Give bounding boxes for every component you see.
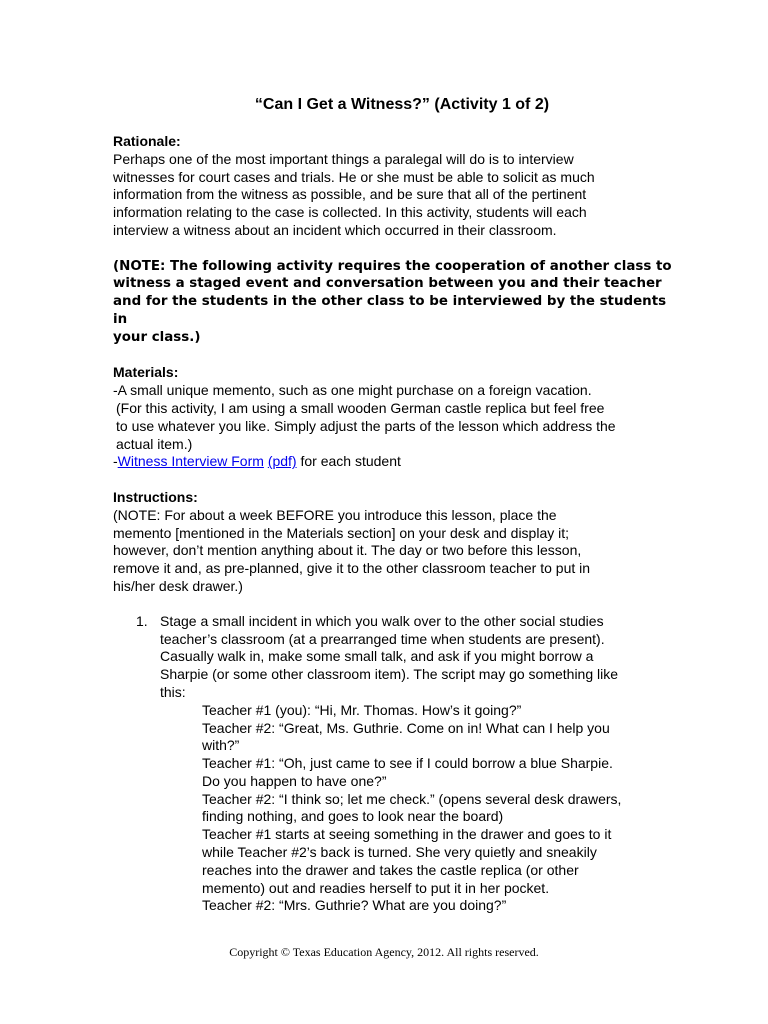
pdf-link[interactable]: (pdf) xyxy=(267,453,297,470)
step-line: Stage a small incident in which you walk over to the other social studies xyxy=(160,612,604,629)
dialogue-line: with?” xyxy=(202,737,240,754)
form-suffix: for each student xyxy=(296,453,401,470)
instructions-line: his/her desk drawer.) xyxy=(113,577,243,594)
dialogue-line: Do you happen to have one?” xyxy=(202,772,387,789)
cooperation-note xyxy=(113,258,673,347)
instructions-section xyxy=(113,489,673,596)
dialogue-line: finding nothing, and goes to look near the board) xyxy=(202,808,504,825)
step-line: this: xyxy=(160,683,186,700)
note-line: your class.) xyxy=(113,329,201,345)
materials-line: -A small unique memento, such as one might purchase on a foreign vacation. xyxy=(113,382,592,399)
rationale-line: information from the witness as possible, and be sure that all of the pertinent xyxy=(113,186,587,203)
rationale-section xyxy=(113,133,673,240)
document-page xyxy=(113,95,673,915)
materials-line: to use whatever you like. Simply adjust the parts of the lesson which address the xyxy=(116,417,616,434)
note-line: and for the students in the other class to be interviewed by the students in xyxy=(113,294,667,327)
dialogue-line: Teacher #1: “Oh, just came to see if I could borrow a blue Sharpie. xyxy=(202,755,613,772)
rationale-line: interview a witness about an incident which occurred in their classroom. xyxy=(113,221,557,238)
witness-interview-form-link[interactable]: Witness Interview Form xyxy=(117,453,264,470)
dialogue-line: Teacher #2: “Mrs. Guthrie? What are you doing?” xyxy=(202,897,507,914)
instructions-heading: Instructions: xyxy=(113,488,198,505)
steps-list xyxy=(113,613,673,916)
instructions-line: however, don’t mention anything about it. The day or two before this lesson, xyxy=(113,542,582,559)
form-prefix: - xyxy=(113,453,118,470)
list-item xyxy=(136,613,673,916)
note-line: witness a staged event and conversation between you and their teacher xyxy=(113,276,662,292)
script-dialogue xyxy=(160,702,663,916)
page-title: “Can I Get a Witness?” (Activity 1 of 2) xyxy=(254,96,550,113)
materials-form-line xyxy=(113,453,673,471)
rationale-line: information relating to the case is collected. In this activity, students will each xyxy=(113,204,587,221)
step-line: Sharpie (or some other classroom item). The script may go something like xyxy=(160,666,619,683)
rationale-line: witnesses for court cases and trials. He or she must be able to solicit as much xyxy=(113,168,595,185)
dialogue-line: memento) out and readies herself to put it in her pocket. xyxy=(202,879,550,896)
list-item-number: 1. xyxy=(136,612,148,629)
list-item-body xyxy=(160,613,663,916)
instructions-line: remove it and, as pre-planned, give it to the other classroom teacher to put in xyxy=(113,560,591,577)
instructions-line: memento [mentioned in the Materials section] on your desk and display it; xyxy=(113,524,570,541)
dialogue-line: Teacher #2: “I think so; let me check.” (opens several desk drawers, xyxy=(202,790,622,807)
materials-section xyxy=(113,364,673,471)
note-line: (NOTE: The following activity requires the cooperation of another class to xyxy=(113,258,672,274)
rationale-heading: Rationale: xyxy=(113,133,181,149)
dialogue-line: reaches into the drawer and takes the castle replica (or other xyxy=(202,861,579,878)
materials-line: actual item.) xyxy=(116,435,193,452)
rationale-line: Perhaps one of the most important things a paralegal will do is to interview xyxy=(113,150,574,167)
dialogue-line: Teacher #1 (you): “Hi, Mr. Thomas. How’s it going?” xyxy=(202,701,522,718)
step-line: teacher’s classroom (at a prearranged time when students are present). xyxy=(160,630,605,647)
materials-line: (For this activity, I am using a small wooden German castle replica but feel free xyxy=(116,399,605,416)
dialogue-line: Teacher #1 starts at seeing something in the drawer and goes to it xyxy=(202,826,612,843)
dialogue-line: Teacher #2: “Great, Ms. Guthrie. Come on in! What can I help you xyxy=(202,719,610,736)
dialogue-line: while Teacher #2’s back is turned. She very quietly and sneakily xyxy=(202,844,597,861)
instructions-line: (NOTE: For about a week BEFORE you introduce this lesson, place the xyxy=(113,506,557,523)
materials-heading: Materials: xyxy=(113,364,179,381)
step-line: Casually walk in, make some small talk, and ask if you might borrow a xyxy=(160,648,594,665)
copyright-footer: Copyright © Texas Education Agency, 2012. All rights reserved. xyxy=(229,945,539,959)
